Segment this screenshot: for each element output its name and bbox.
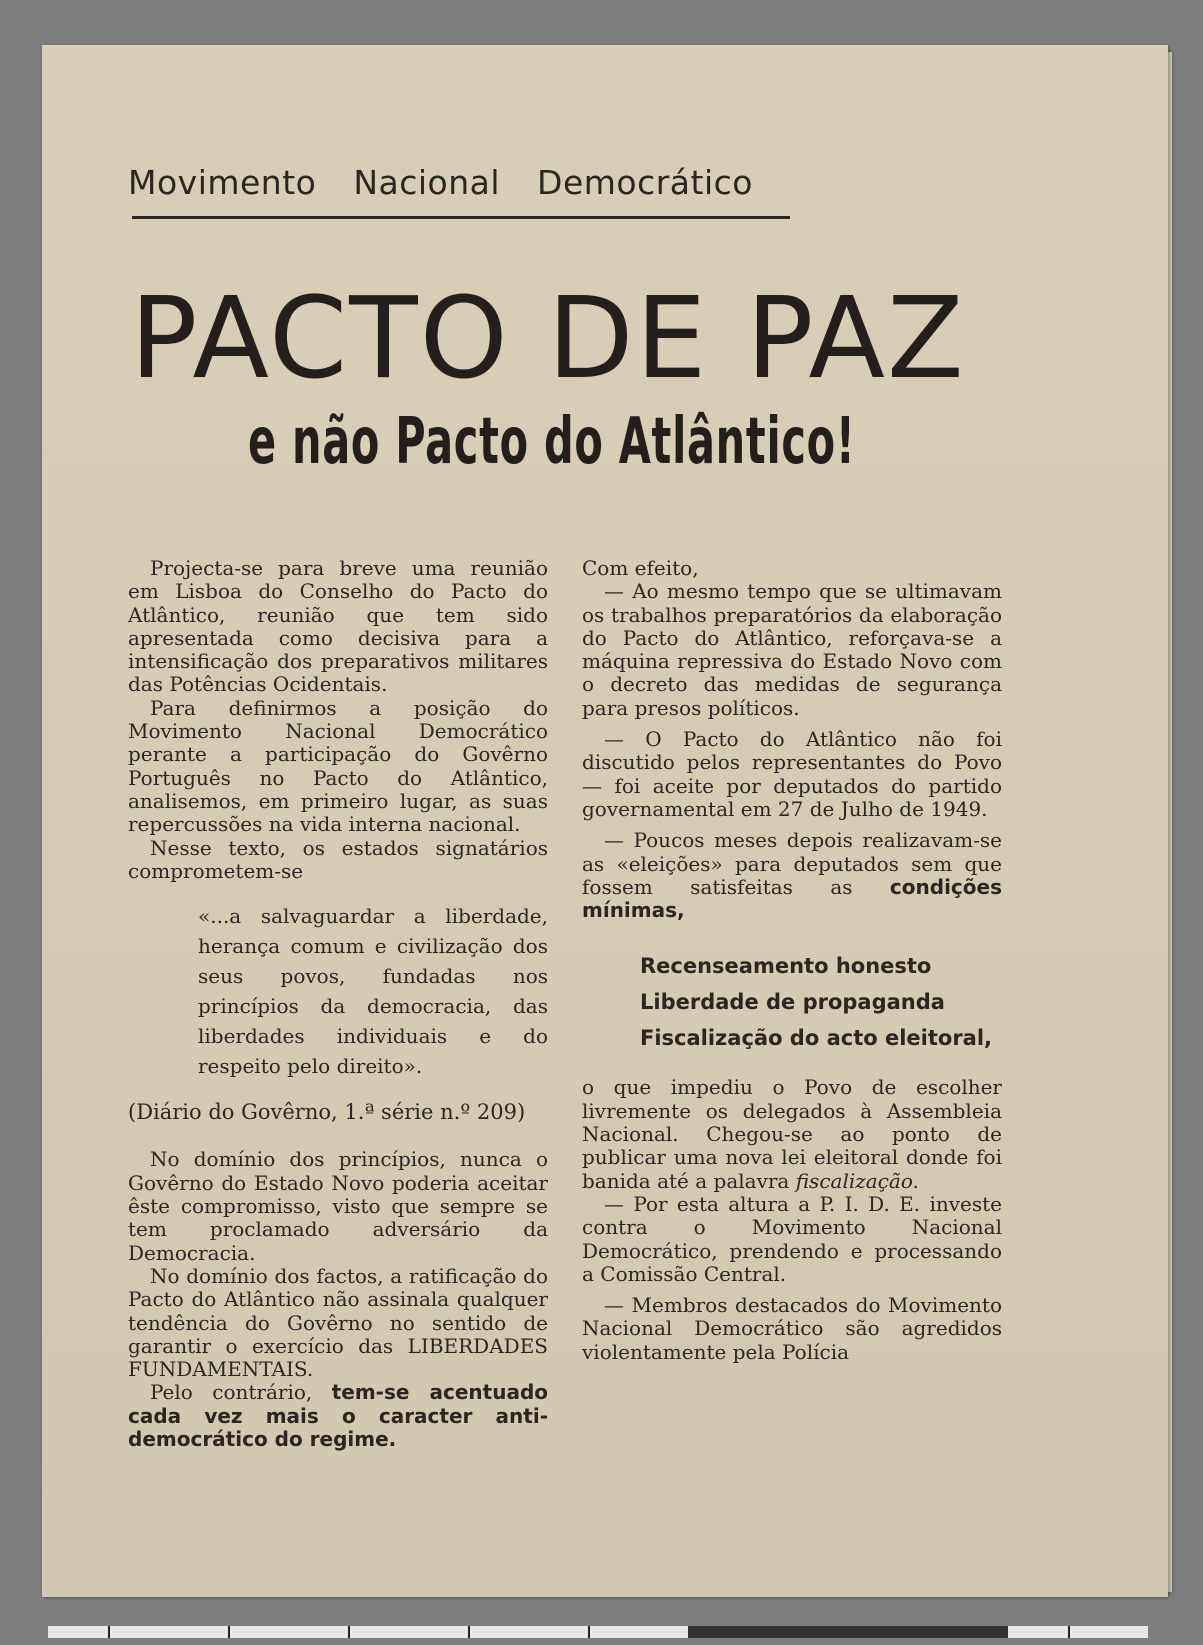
scale-ruler: [48, 1626, 1148, 1638]
emphasis-text: condições mínimas,: [582, 874, 1002, 923]
paragraph: — Por esta altura a P. I. D. E. investe contra o Movimento Nacional Democrático, prendendo e processando a Comissão Central.: [582, 1191, 1002, 1286]
paragraph: — Ao mesmo tempo que se ultimavam os trabalhos preparatórios da elaboração do Pacto do Atlântico, reforçava-se a máquina repressiva do Estado Novo com o decreto das medidas de segurança para presos políticos.: [582, 579, 1002, 720]
paragraph: — Membros destacados do Movimento Nacional Democrático são agredidos violentamente pela Polícia: [582, 1293, 1002, 1364]
emphasis-text: tem-se acentuado cada vez mais o caracter anti-democrático do regime.: [128, 1380, 548, 1452]
demands-list: [640, 948, 1002, 1056]
paragraph: No domínio dos factos, a ratificação do Pacto do Atlântico não assinala qualquer tendência do Govêrno no sentido de garantir o exercício das LIBERDADES FUNDAMENTAIS.: [128, 1263, 548, 1382]
subheadline: e não Pacto do Atlântico!: [248, 405, 856, 479]
demand-item: Recenseamento honesto: [640, 954, 932, 979]
paragraph: Projecta-se para breve uma reunião em Lisboa do Conselho do Pacto do Atlântico, reunião que tem sido apresentada como decisiva para a intensificação dos preparativos militares das Potências Ocidentais.: [128, 556, 548, 697]
headline: PACTO DE PAZ: [130, 274, 966, 404]
demand-item: Liberdade de propaganda: [640, 990, 945, 1015]
paragraph: Com efeito,: [582, 556, 699, 580]
masthead-rule: [132, 216, 790, 219]
paragraph-lead: Pelo contrário,: [150, 1380, 313, 1405]
masthead: Movimento Nacional Democrático: [128, 163, 753, 202]
paragraph-lead: o que impediu o Povo de escolher livremente os delegados à Assembleia Nacional. Chegou-se ao ponto de publicar uma nova lei eleitoral donde foi banida até a palavra: [582, 1075, 1002, 1193]
treaty-quote: «...a salvaguardar a liberdade, herança comum e civilização dos seus povos, fundadas nos princípios da democracia, das liberdades individuais e do respeito pelo direito».: [198, 904, 548, 1079]
citation: (Diário do Govêrno, 1.ª série n.º 209): [128, 1100, 526, 1125]
paragraph: [128, 1381, 548, 1451]
paragraph: — O Pacto do Atlântico não foi discutido pelos representantes do Povo — foi aceite por deputados do partido governamental em 27 de Julho de 1949.: [582, 727, 1002, 821]
paragraph-lead: — Poucos meses depois realizavam-se as «eleições» para deputados sem que fossem satisfeitas as: [582, 828, 1002, 899]
paragraph: No domínio dos princípios, nunca o Govêrno do Estado Novo poderia aceitar êste compromisso, visto que sempre se tem proclamado adversário da Democracia.: [128, 1147, 548, 1265]
emphasis-italic: fiscalização.: [795, 1168, 919, 1193]
paragraph: Para definirmos a posição do Movimento Nacional Democrático perante a participação do Govêrno Português no Pacto do Atlântico, analisemos, em primeiro lugar, as suas repercussões na vida interna nacional.: [128, 695, 548, 837]
leaflet-page: [42, 45, 1168, 1597]
paragraph: [582, 1076, 1002, 1192]
paragraph: [582, 829, 1002, 922]
paragraph: Nesse texto, os estados signatários comprometem-se: [128, 835, 548, 883]
demand-item: Fiscalização do acto eleitoral,: [640, 1026, 993, 1051]
right-column: [582, 557, 1002, 1364]
left-column: [128, 557, 548, 1451]
